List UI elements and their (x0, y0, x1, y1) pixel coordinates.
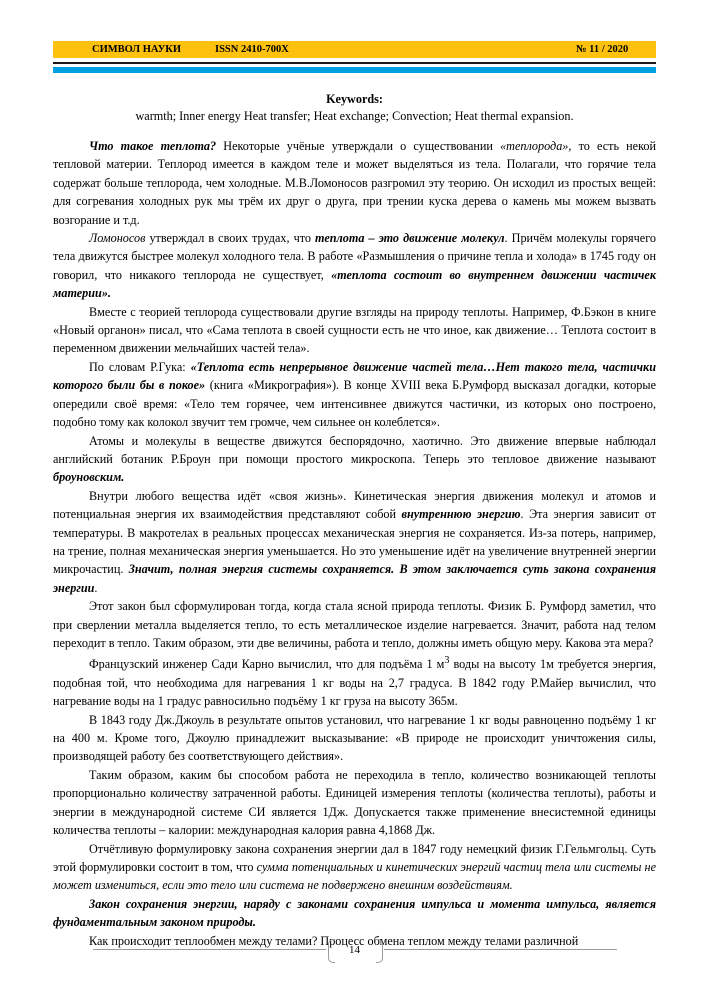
text-span: Атомы и молекулы в веществе движутся беспорядочно, хаотично. Это движение впервые наблюдал английский ботаник Р.Броун при помощи простого микроскопа. Теперь это тепловое движение называют (53, 433, 656, 466)
emphasis: «теплота состоит во внутреннем движении частичек материи». (53, 267, 657, 301)
header-rule (53, 62, 656, 64)
header-blue-band (53, 67, 656, 73)
text-span: . (94, 580, 98, 595)
italic-term: «теплорода», (500, 139, 572, 153)
lead-question: Что такое теплота? (89, 139, 217, 153)
superscript: 3 (444, 655, 450, 667)
issue-label: № 11 / 2020 (576, 44, 629, 55)
paragraph (53, 652, 656, 710)
text-span: то есть некой тепловой материи. Теплород имеется в каждом теле и может выделяться из тела. Полагали, что горячие тела содержат больше теплорода, чем холодные. М.В.Ломоносов разгромил эту теорию. Он исходил из простых вещей: для согревания холодных рук мы трём их друг о друга, при трении куска дерева о камень мы можем вызвать возгорание и т.д. (53, 139, 656, 227)
text-span: Французский инженер Сади Карно вычислил, что для подъёма 1 м (89, 657, 445, 672)
footer-line-right (384, 949, 617, 950)
paragraph: Таким образом, каким бы способом работа не переходила в тепло, количество возникающей теплоты пропорционально количеству затраченной работы. Единицей измерения теплоты (количества теплоты), работы и энергии в международной системе СИ является 1Дж. Допускается также применение внесистемной единицы количества теплоты – калории: международная калория равна 4,1868 Дж. (53, 767, 656, 838)
italic-term: сумма потенциальных и кинетических энергий частиц тела или системы не может измениться, если это тело или система не подвержено внешним воздействиям. (53, 859, 656, 893)
paragraph (53, 229, 656, 303)
footer-brace-right (376, 939, 383, 963)
emphasis: внутреннюю энергию (401, 507, 521, 522)
paragraph: Вместе с теорией теплорода существовали другие взгляды на природу теплоты. Например, Ф.Бэкон в книге «Новый органон» писал, что «Сама теплота в своей сущности есть не что иное, как движение… Теплота состоит в переменном движении мельчайших частей тела». (53, 304, 656, 356)
article-body (53, 137, 656, 950)
emphasis: теплота – это движение молекул (315, 231, 505, 246)
text-span: . Эта энергия зависит от температуры. В макротелах в реальных процессах механическая энергия не сохраняется. Из-за потерь, например, на трение, полная механическая энергия уменьшается. Но это уменьшение идёт на увеличение внутренней энергии микрочастиц. (53, 507, 656, 577)
text-span: (книга «Микрография»). В конце XVIII века Б.Румфорд высказал догадки, которые опередили своё время: «Тело тем горячее, чем интенсивнее движутся частички, из которых оно построено, подобно тому как колокол звучит тем громче, чем сильнее он колеблется». (53, 378, 656, 430)
emphasis: Значит, полная энергия системы сохраняется. В этом заключается суть закона сохранения энергии (53, 562, 656, 595)
text-span: воды на высоту 1м требуется энергия, подобная той, что необходима для нагревания 1 кг воды на 2,7 градуса. В 1842 году Р.Майер вычислил, что нагревание воды на 1 градус равносильно подъёму 1 кг груза на высоту 365м. (53, 657, 656, 709)
emphasis: броуновским. (53, 470, 125, 485)
paragraph: Закон сохранения энергии, наряду с законами сохранения импульса и момента импульса, является фундаментальным законом природы. (53, 896, 656, 930)
text-span: Внутри любого вещества идёт «своя жизнь». Кинетическая энергия движения молекул и атомов и потенциальная энергия их взаимодействия представляют собой (53, 488, 656, 522)
text-span: По словам Р.Гука: (89, 359, 191, 374)
paragraph: Этот закон был сформулирован тогда, когда стала ясной природа теплоты. Физик Б. Румфорд заметил, что при сверлении металла выделяется тепло, то есть металлическое изделие нагревается. Значит, работа над телом переходит в тепло. Таким образом, эти две величины, работа и тепло, должны иметь общую меру. Какова эта мера? (53, 599, 656, 650)
text-span: Отчётливую формулировку закона сохранения энергии дал в 1847 году немецкий физик Г.Гельмгольц. Суть этой формулировки состоит в том, что (53, 841, 656, 874)
paragraph (53, 432, 656, 487)
paragraph (53, 487, 656, 597)
italic-term: Ломоносов (89, 231, 146, 246)
text-span: утверждал в своих трудах, что (145, 231, 316, 246)
paragraph (53, 137, 656, 229)
text-span: Некоторые учёные утверждали о существовании (216, 139, 501, 153)
issn-label: ISSN 2410-700X (215, 44, 289, 55)
page-number: 14 (349, 944, 360, 956)
paragraph (53, 840, 656, 895)
keywords-title: Keywords: (326, 92, 383, 106)
emphasis: «Теплота есть непрерывное движение частей тела…Нет такого тела, частички которого были бы в покое» (53, 359, 656, 393)
paragraph: В 1843 году Дж.Джоуль в результате опытов установил, что нагревание 1 кг воды равноценно подъёму 1 кг на 400 м. Кроме того, Джоулю принадлежит высказывание: «В природе не происходит уничтожения силы, производящей работу без соответствующего действия». (53, 712, 656, 764)
journal-name: СИМВОЛ НАУКИ (92, 44, 182, 55)
paragraph: Как происходит теплообмен между телами? Процесс обмена теплом между телами различной (89, 933, 579, 948)
text-span: . Причём молекулы горячего тела движутся быстрее молекул холодного тела. В работе «Размышления о причине тепла и холода» в 1745 году он говорил, что никакого теплорода не существует, (53, 231, 656, 282)
paragraph (53, 358, 656, 432)
keywords-text: warmth; Inner energy Heat transfer; Heat exchange; Convection; Heat thermal expansion. (135, 109, 574, 123)
